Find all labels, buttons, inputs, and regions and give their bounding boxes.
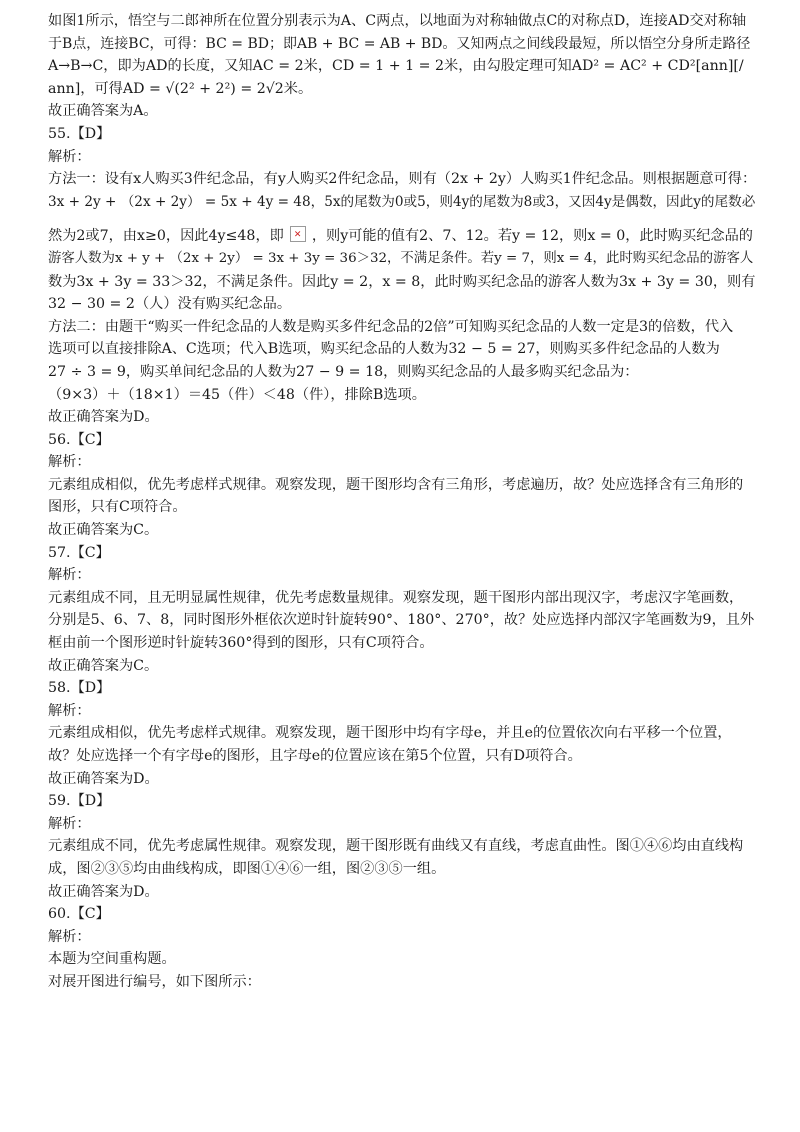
- text-line: 故？处应选择一个有字母e的图形，且字母e的位置应该在第5个位置，只有D项符合。: [48, 748, 582, 764]
- text-line: 故正确答案为D。: [48, 770, 159, 787]
- text-line: 27 ÷ 3 = 9，购买单间纪念品的人数为27 − 9 = 18，则购买纪念品的人最多购买纪念品为：: [48, 363, 639, 380]
- text-line: A→B→C，即为AD的长度，又知AC = 2米，CD = 1 + 1 = 2米，由勾股定理可知AD² = AC² + CD²[ann][/: [48, 58, 744, 75]
- text-segment: ，则y可能的值有2、7、12。若y = 12，则x = 0，此时购买纪念品的: [311, 228, 753, 245]
- text-line: 元素组成不同，优先考虑属性规律。观察发现，题干图形既有曲线又有直线，考虑直曲性。图①④⑥均由直线构: [48, 838, 744, 855]
- text-line: 数为3x + 3y = 33＞32，不满足条件。因此y = 2，x = 8，此时购买纪念品的游客人数为3x + 3y = 30，则有: [48, 273, 756, 290]
- text-line: 本题为空间重构题。: [48, 951, 176, 968]
- question-number-55: 55.【D】: [48, 125, 111, 142]
- text-line: 方法一：设有x人购买3件纪念品，有y人购买2件纪念品，则有（2x + 2y）人购买1件纪念品。则根据题意可得：: [48, 171, 757, 188]
- analysis-label: 解析：: [48, 702, 91, 719]
- text-line: 32 − 30 = 2（人）没有购买纪念品。: [48, 296, 292, 313]
- text-line: 分别是5、6、7、8，同时图形外框依次逆时针旋转90°、180°、270°，故？处应选择内部汉字笔画数为9，且外: [48, 612, 755, 629]
- broken-image-icon: [290, 226, 306, 242]
- text-line: 方法二：由题干“购买一件纪念品的人数是购买多件纪念品的2倍”可知购买纪念品的人数一定是3的倍数，代入: [48, 318, 734, 335]
- analysis-label: 解析：: [48, 148, 91, 165]
- question-number-56: 56.【C】: [48, 431, 110, 448]
- text-line: 元素组成相似，优先考虑样式规律。观察发现，题干图形均含有三角形，考虑遍历，故？处应选择含有三角形的: [48, 476, 744, 493]
- question-number-57: 57.【C】: [48, 544, 110, 561]
- text-segment: 然为2或7，由x≥0，因此4y≤48，即: [48, 228, 284, 245]
- text-line: 如图1所示，悟空与二郎神所在位置分别表示为A、C两点，以地面为对称轴做点C的对称点D，连接AD交对称轴: [48, 13, 747, 29]
- analysis-label: 解析：: [48, 454, 91, 471]
- text-line: 游客人数为x + y + （2x + 2y） = 3x + 3y = 36＞32，不满足条件。若y = 7，则x = 4，此时购买纪念品的游客人: [48, 250, 754, 266]
- text-line: 选项可以直接排除A、C选项；代入B选项，购买纪念品的人数为32 − 5 = 27，则购买多件纪念品的人数为: [48, 341, 720, 358]
- text-line: 3x + 2y + （2x + 2y） = 5x + 4y = 48，5x的尾数为0或5，则4y的尾数为8或3，又因4y是偶数，因此y的尾数必: [48, 193, 756, 210]
- text-line: 成，图②③⑤均由曲线构成，即图①④⑥一组，图②③⑤一组。: [48, 860, 446, 877]
- text-line: 故正确答案为C。: [48, 522, 159, 539]
- analysis-label: 解析：: [48, 815, 91, 832]
- text-line: 框由前一个图形逆时针旋转360°得到的图形，只有C项符合。: [48, 635, 434, 652]
- text-line: 对展开图进行编号，如下图所示：: [48, 973, 261, 990]
- text-line: 故正确答案为C。: [48, 657, 159, 674]
- text-line: 于B点，连接BC，可得：BC = BD；即AB + BC = AB + BD。又知两点之间线段最短，所以悟空分身所走路径: [48, 35, 751, 52]
- analysis-label: 解析：: [48, 567, 91, 584]
- text-line: 故正确答案为A。: [48, 103, 158, 120]
- question-number-59: 59.【D】: [48, 793, 111, 810]
- question-number-60: 60.【C】: [48, 906, 110, 923]
- text-line: 元素组成不同，且无明显属性规律，优先考虑数量规律。观察发现，题干图形内部出现汉字，考虑汉字笔画数，: [48, 589, 744, 606]
- text-line-with-image: [48, 225, 758, 248]
- text-line: 元素组成相似，优先考虑样式规律。观察发现，题干图形中均有字母e，并且e的位置依次向右平移一个位置，: [48, 725, 732, 742]
- text-line: 故正确答案为D。: [48, 883, 159, 900]
- text-line: ann]，可得AD = √(2² + 2²) = 2√2米。: [48, 80, 313, 97]
- text-line: （9×3）＋（18×1）＝45（件）＜48（件），排除B选项。: [48, 386, 426, 403]
- text-line: 图形，只有C项符合。: [48, 499, 187, 516]
- text-line: 故正确答案为D。: [48, 409, 159, 426]
- question-number-58: 58.【D】: [48, 680, 111, 697]
- analysis-label: 解析：: [48, 928, 91, 945]
- answer-explanation-page: [48, 10, 758, 994]
